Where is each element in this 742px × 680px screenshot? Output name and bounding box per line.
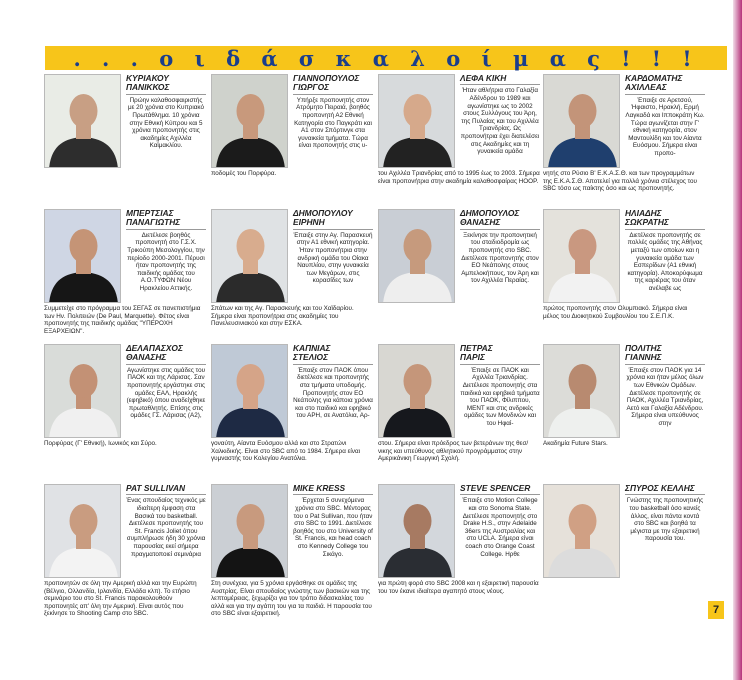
- coach-photo: [44, 484, 121, 578]
- coach-info: [126, 74, 206, 170]
- coach-info: [625, 209, 705, 305]
- coach-name: [625, 344, 705, 365]
- coach-name: [293, 484, 373, 495]
- coach-bio: Διετέλεσε βοηθός προπονητή στο Γ.Σ.Χ. Τρικούπη Μεσολογγίου, την περίοδο 2000-2001. Πέρυσι ήταν προπονητής της παιδικής ομάδας του Α.Ο.ΤΥΦΩΝ Νέου Ηρακλείου Αττικής.: [127, 231, 205, 292]
- coach-firstname: ΘΑΝΑΣΗΣ: [460, 217, 501, 228]
- coach-bio: Έπαιξε σε ΠΑΟΚ και Αχιλλέα Τριανδρίας. Διετέλεσε προπονητής στα παιδικά και εφηβικά τμήματα του ΠΑΟΚ, Φίλιππου, ΜΕΝΤ και στις ανδρικές ομάδες των Μονδινών και του Ηφαί-: [460, 366, 540, 427]
- coach-info: [625, 484, 705, 580]
- coach-bio: Έπαιξε στον ΠΑΟΚ όπου διετέλεσε και προπονητής στα τμήματα υποδομής. Προπονητής στον ΕΟ Νεάπολης για κάποια χρόνια και στο παιδικό και εφηβικό του ΑΡΗ, σε Ανατόλια, Αρ-: [293, 366, 373, 420]
- coach-firstname: ΠΑΝΙΚΚΟΣ: [126, 82, 170, 93]
- coach-surname: ΚΑΠΝΙΑΣ: [293, 343, 331, 353]
- coach-photo: [211, 209, 288, 303]
- coaches-grid: [44, 73, 734, 618]
- coach-surname: ΚΑΡΔΟΜΑΤΗΣ: [625, 73, 683, 83]
- coach-bio: Έπαιξε στην Αγ. Παρασκευή στην Α1 εθνική κατηγορία. Ήταν προπονήτρια στην ανδρική ομάδα του Οίακα Ναυπλίου, στην γυναικεία των Μεγάρων, στις κορασίδες των: [293, 231, 373, 285]
- coach-surname: ΚΥΡΙΑΚΟΥ: [126, 73, 169, 83]
- coach-photo: [543, 74, 620, 168]
- coach-info: [460, 484, 540, 580]
- coach-bio: Αγωνίστηκε στις ομάδες του ΠΑΟΚ και της Λάρισας. Σαν προπονητής εργάστηκε στις ομάδες ΕΑΛ, Ηρακλής (εφηβικό) όπου αναδείχθηκε πρωταθλητής. Επίσης στις ομάδες ΓΣ. Λάρισας (Α2),: [126, 366, 206, 420]
- coach-surname: ΔΗΜΟΠΟΥΛΟΥ: [293, 208, 353, 218]
- coach-bio: Ένας σπουδαίος τεχνικός με ιδιαίτερη έμφαση στα Βασικά του basketball. Διετέλεσε προπονητής του St. Francis Joliet όπου συμπλήρωσε ήδη 30 χρόνια παρουσίας εκεί σήμερα πραγματοποιεί σεμινάρια: [126, 497, 206, 558]
- coach-info: [460, 74, 540, 170]
- coach-photo: [211, 74, 288, 168]
- coach-firstname: ΕΙΡΗΝΗ: [293, 217, 325, 228]
- coach-bio: Ξεκίνησε την προπονητική του σταδιοδρομία ως προπονητής στο SBC. Διετέλεσε προπονητής στον ΕΟ Νεάπολης στους Αμπελοκήπους, τον Άρη και τον Αχιλλέα Περαίας.: [461, 231, 539, 285]
- coach-bio: Υπήρξε προπονητής στον Ατρόμητο Πειραιά, βοηθός προπονητή Α2 Εθνική Κατηγορία στο Παγκράτι και Α1 στον Σπόρτινγκ στα γυναικεία τμήματα. Τώρα είναι προπονητής στις υ-: [294, 96, 372, 150]
- coach-info: [126, 209, 206, 305]
- coach-name: [126, 209, 206, 230]
- coach-bio-continued: νητής στο Ρύσιο Β' Ε.Κ.Α.Σ.Θ. και των προγραμμάτων της Ε.Κ.Α.Σ.Θ. Αποτελεί για πολλά χρόνια στέλεχος του SBC τόσο ως παίκτης όσο και ως προπονητής.: [543, 170, 697, 193]
- coach-firstname: ΑΧΙΛΛΕΑΣ: [625, 82, 667, 93]
- coach-firstname: ΘΑΝΑΣΗΣ: [126, 352, 167, 363]
- coach-info: [126, 484, 206, 580]
- coach-info: [293, 209, 373, 305]
- coach-name: [460, 209, 540, 230]
- coach-bio-continued: για πρώτη φορά στο SBC 2008 και η εξαιρετική παρουσία του τον έκανε ιδιαίτερα αγαπητό στους νέους.: [378, 580, 539, 595]
- coach-photo: [378, 74, 455, 168]
- coach-bio-continued: Στη συνέχεια, για 5 χρόνια εργάσθηκε σε ομάδες της Αυστρίας. Είναι σπουδαίος γνώστης των βασικών και της λεπτομέρειας, ξεχωρίζει για τον τρόπο διδασκαλίας του αλλά και για την αγάπη του για τα παιδιά. Η παρουσία του στο SBC είναι εξαιρετική.: [211, 580, 372, 618]
- coach-bio-continued: προπονητών σε όλη την Αμερική αλλά και την Ευρώπη (Βέλγιο, Ολλανδία, Ιρλανδία, Ελλάδα κλπ). Το ετήσιο σεμινάριο του στο St. Francis παρακολουθούν προπονητές απ' όλη την Αμερική. Είναι αυτός που ξεκίνησε το Shooting Camp στο SBC.: [44, 580, 197, 618]
- coach-firstname: ΓΙΩΡΓΟΣ: [293, 82, 330, 93]
- coach-bio: Ήταν αθλήτρια στο Γαλαξία Αδένδρου το 1989 και αγωνίστηκε ως το 2002 στους Συλλόγους του Άρη, της Πυλαίας και του Αχιλλέα Τριανδρίας. Ως προπονήτρια έχει διατελέσει στις Ακαδημίες και τη γυναικεία ομάδα: [460, 87, 540, 156]
- coach-info: [293, 344, 373, 440]
- coach-name: [293, 74, 373, 95]
- coach-surname: ΔΕΛΑΠΑΣΧΟΣ: [126, 343, 183, 353]
- coach-name: [625, 484, 705, 495]
- coach-info: [625, 344, 705, 440]
- coach-bio-continued: γοναύτη, Αίαντα Ευόσμου αλλά και στο Στρατώνι Χαλκιδικής. Είναι στο SBC από το 1984. Σήμερα είναι γυμναστής του Κολεγίου Ανατόλια.: [211, 440, 360, 463]
- coach-firstname: ΠΑΝΑΓΙΩΤΗΣ: [126, 217, 181, 228]
- coach-bio-continued: Σπάτων και της Αγ. Παρασκευής και του Χαϊδαρίου. Σήμερα είναι προπονήτρια στις ακαδημίες του Πανελευσινιακού και στην ΕΣΚΑ.: [211, 305, 354, 328]
- coach-bio-continued: Πορφύρας (Γ' Εθνική), Ιωνικός και Σύρο.: [44, 440, 157, 447]
- coach-photo: [543, 344, 620, 438]
- coach-bio: Έρχεται 5 συνεχόμενα χρόνια στο SBC. Μέντορας του ο Pat Sullivan, που ήταν στο SBC το 1991. Διετέλεσε βοηθός του στο University of St. Francis, και head coach στο Kennedy College του Σικάγο.: [293, 497, 373, 558]
- coach-photo: [378, 209, 455, 303]
- coach-bio-continued: ποδομές του Πορφύρα.: [211, 170, 277, 177]
- coach-surname: STEVE SPENCER: [460, 483, 531, 493]
- coach-photo: [211, 484, 288, 578]
- coach-bio: Έπαιξε στο Motion College και στο Sonoma State. Διετέλεσε προπονητής στο Drake H.S., στην Adelaide 36ers της Αυστραλίας και στο UCLA. Σήμερα είναι coach στο Orange Coast College. Ηρθε: [462, 497, 538, 558]
- coach-bio: Πρώην καλαθοσφαιριστής με 20 χρόνια στο Κυπριακό Πρωτάθλημα. 10 χρόνια στην Εθνική Κύπρου και 5 χρόνια προπονητής στις ακαδημίες Αχιλλέα Καϊμακλίου.: [128, 96, 204, 150]
- coach-photo: [44, 209, 121, 303]
- coach-bio-continued: πρώτος προπονητής στον Ολυμπιακό. Σήμερα είναι μέλος του Διοικητικού Συμβουλίου του Σ.Ε.Π.Κ.: [543, 305, 688, 320]
- coach-info: [126, 344, 206, 440]
- coach-name: [126, 484, 206, 495]
- coach-photo: [44, 74, 121, 168]
- coach-name: [126, 74, 206, 95]
- coach-info: [460, 344, 540, 440]
- coach-info: [293, 484, 373, 580]
- coach-info: [460, 209, 540, 305]
- page-number: 7: [708, 601, 724, 619]
- section-title-bar: [45, 46, 727, 70]
- coach-name: [460, 344, 540, 365]
- coach-surname: ΜΠΕΡΤΣΙΑΣ: [126, 208, 174, 218]
- coach-bio-continued: στου. Σήμερα είναι πρόεδρος των βετεράνων της θεσ/νικης και υπεύθυνος αθλητικού προγράμματος στην Αμερικάνικη Γεωργική Σχολή.: [378, 440, 529, 463]
- coach-surname: ΠΕΤΡΑΣ: [460, 343, 493, 353]
- coach-surname: PAT SULLIVAN: [126, 483, 186, 493]
- coach-surname: ΠΟΛΙΤΗΣ: [625, 343, 662, 353]
- coach-bio: Έπαιξε στον ΠΑΟΚ για 14 χρόνια και ήταν μέλος όλων των Εθνικών Ομάδων. Διετέλεσε προπονητής σε ΠΑΟΚ, Αχιλλέα Τριανδρίας, Αετό και Γαλαξία Αδένδρου. Σήμερα είναι υπεύθυνος στην: [626, 366, 704, 427]
- coach-surname: ΛΕΦΑ ΚΙΚΗ: [460, 73, 507, 83]
- page-edge-strip: [733, 0, 742, 680]
- coach-photo: [543, 484, 620, 578]
- coach-surname: ΓΙΑΝΝΟΠΟΥΛΟΣ: [293, 73, 360, 83]
- coach-firstname: ΣΩΚΡΑΤΗΣ: [625, 217, 669, 228]
- coach-photo: [378, 344, 455, 438]
- coach-bio: Διετέλεσε προπονητής σε πολλές ομάδες της Αθήνας μεταξύ των οποίων και η γυναικεία ομάδα των Εσπερίδων (Α1 εθνική κατηγορία). Αποκορύφωμα της καριέρας του όταν ανέλαβε ως: [627, 231, 703, 292]
- coach-bio-continued: Ακαδημία Future Stars.: [543, 440, 608, 447]
- coach-name: [460, 74, 540, 85]
- coach-photo: [378, 484, 455, 578]
- coach-name: [460, 484, 540, 495]
- coach-bio-continued: του Αχιλλέα Τριανδρίας από το 1995 έως το 2003. Σήμερα είναι προπονήτρια στην ακαδημία καλαθοσφαίρας ΗΟΟΡ.: [378, 170, 540, 185]
- coach-bio: Γνώστης της προπονητικής του basketball όσο κανείς άλλος, είναι πάντα κοντά στο SBC και βοηθά τα μέγιστα με την εξαιρετική παρουσία του.: [626, 497, 704, 543]
- coach-photo: [44, 344, 121, 438]
- coach-name: [625, 209, 705, 230]
- coach-bio: Έπαιξε σε Αρετσού, Ήφαιστο, Ηρακλή, Ερμή Λαγκαδά και Ιπποκράτη Κω. Τώρα αγωνίζεται στην Γ' εθνική κατηγορία, στον Μαντουλίδη και τον Αίαντα Ευόσμου. Σήμερα είναι προπο-: [625, 96, 705, 157]
- coach-surname: MIKE KRESS: [293, 483, 346, 493]
- coach-surname: ΣΠΥΡΟΣ ΚΕΛΛΗΣ: [625, 483, 695, 493]
- coach-photo: [211, 344, 288, 438]
- coach-firstname: ΠΑΡΙΣ: [460, 352, 485, 363]
- coach-name: [293, 344, 373, 365]
- coach-name: [126, 344, 206, 365]
- coach-surname: ΔΗΜΟΠΟΥΛΟΣ: [460, 208, 520, 218]
- coach-name: [625, 74, 705, 95]
- section-title: . . . ο ι δ ά σ κ α λ ο ί μ α ς ! ! !: [73, 45, 699, 71]
- coach-photo: [543, 209, 620, 303]
- coach-bio-continued: Συμμετείχε στο πρόγραμμα του ΣΕΓΑΣ σε πανεπιστήμια των Ην. Πολιτειών (De Paul, Marquette). Φέτος είναι προπονητής της παιδικής ομάδας "ΥΠΕΡΟΧΗ ΕΞΑΡΧΕΙΩΝ".: [44, 305, 201, 335]
- coach-firstname: ΣΤΕΛΙΟΣ: [293, 352, 329, 363]
- coach-surname: ΗΛΙΑΔΗΣ: [625, 208, 662, 218]
- coach-name: [293, 209, 373, 230]
- coach-info: [625, 74, 705, 170]
- coach-info: [293, 74, 373, 170]
- coach-firstname: ΓΙΑΝΝΗΣ: [625, 352, 662, 363]
